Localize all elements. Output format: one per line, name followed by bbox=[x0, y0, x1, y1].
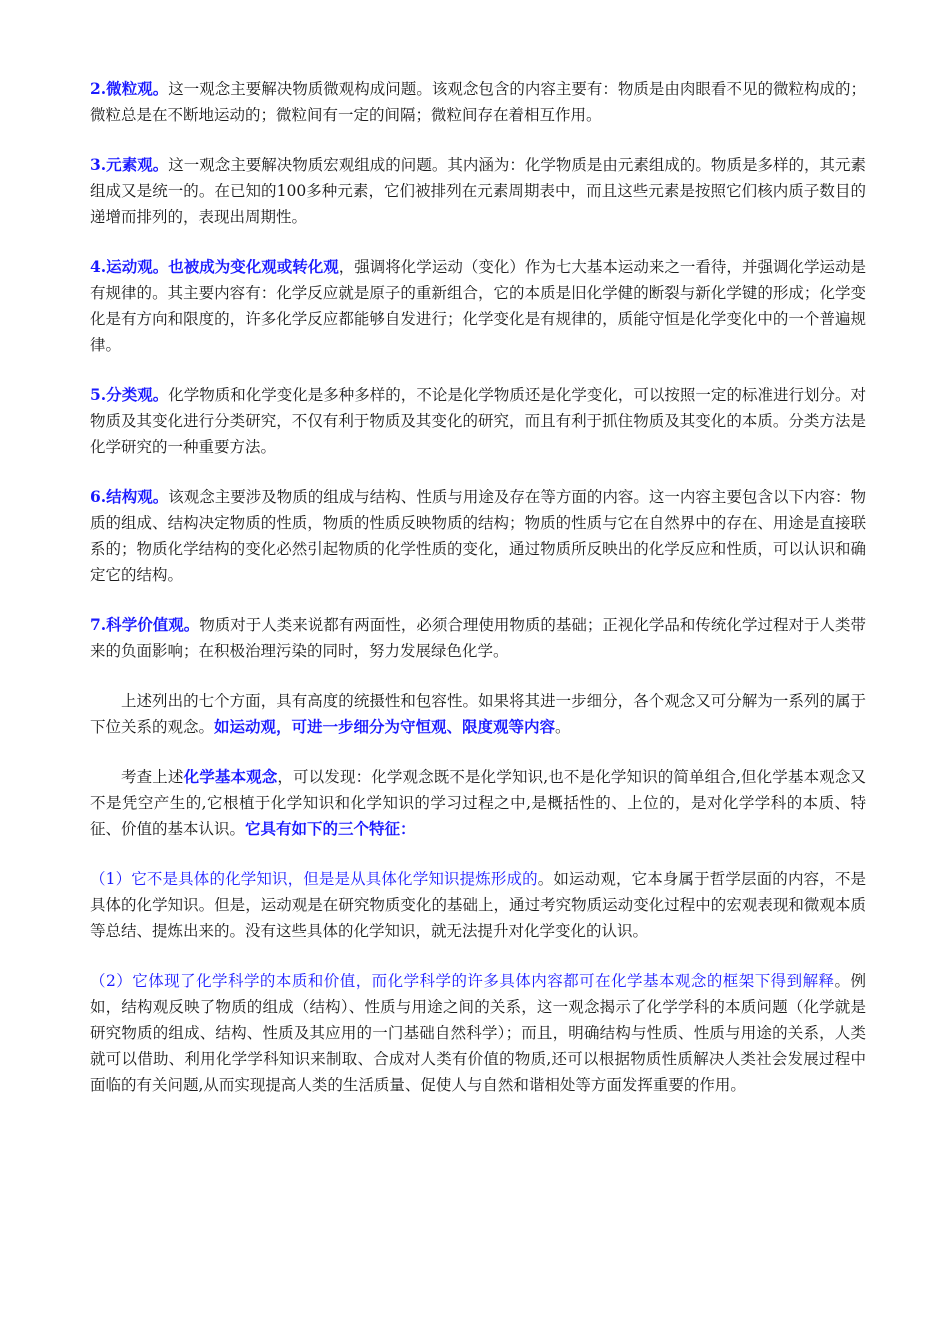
paragraph-text: 物质对于人类来说都有两面性，必须合理使用物质的基础；正视化学品和传统化学过程对于人类带来的负面影响；在积极治理污染的同时，努力发展绿色化学。 bbox=[90, 616, 866, 660]
paragraph-motion-view bbox=[90, 254, 866, 358]
heading-structure-view: 6.结构观。 bbox=[90, 487, 169, 506]
paragraph-structure-view bbox=[90, 484, 866, 588]
paragraph-text: ，强调将化学运动（变化）作为七大基本运动来之一看待，并强调化学运动是有规律的。其主要内容有：化学反应就是原子的重新组合，它的本质是旧化学健的断裂与新化学键的形成；化学变化是有方向和限度的，许多化学反应都能够自发进行；化学变化是有规律的，质能守恒是化学变化中的一个普遍规律。 bbox=[90, 258, 866, 354]
paragraph-text: 该观念主要涉及物质的组成与结构、性质与用途及存在等方面的内容。这一内容主要包含以下内容：物质的组成、结构决定物质的性质，物质的性质反映物质的结构；物质的性质与它在自然界中的存在、用途是直接联系的；物质化学结构的变化必然引起物质的化学性质的变化，通过物质所反映出的化学反应和性质，可以认识和确定它的结构。 bbox=[90, 488, 866, 584]
paragraph-text: 。如运动观，它本身属于哲学层面的内容，不是具体的化学知识。但是，运动观是在研究物质变化的基础上，通过考究物质运动变化过程中的宏观表现和微观本质等总结、提炼出来的。没有这些具体的化学知识，就无法提升对化学变化的认识。 bbox=[90, 870, 866, 940]
highlight-text: 如运动观，可进一步细分为守恒观、限度观等内容 bbox=[214, 717, 556, 736]
paragraph-classification-view bbox=[90, 382, 866, 460]
paragraph-basic-concepts bbox=[90, 764, 866, 842]
paragraph-text: 。例如，结构观反映了物质的组成（结构）、性质与用途之间的关系，这一观念揭示了化学学科的本质问题（化学就是研究物质的组成、结构、性质及其应用的一门基础自然科学）；而且，明确结构与性质、性质与用途的关系，人类就可以借助、利用化学学科知识来制取、合成对人类有价值的物质,还可以根据物质性质解决人类社会发展过程中面临的有关问题,从而实现提高人类的生活质量、促使人与自然和谐相处等方面发挥重要的作用。 bbox=[90, 972, 866, 1094]
paragraph-microparticle-view bbox=[90, 76, 866, 128]
paragraph-text: 这一观念主要解决物质微观构成问题。该观念包含的内容主要有：物质是由肉眼看不见的微粒构成的；微粒总是在不断地运动的；微粒间有一定的间隔；微粒间存在着相互作用。 bbox=[90, 80, 866, 124]
document-page bbox=[90, 76, 866, 1122]
paragraph-text: 。 bbox=[555, 718, 571, 736]
feature-2-heading: （2）它体现了化学科学的本质和价值，而化学科学的许多具体内容都可在化学基本观念的框架下得到解释 bbox=[90, 972, 835, 990]
paragraph-text: 上述列出的七个方面，具有高度的统摄性和包容性。如果将其进一步细分，各个观念又可分解为一系列的属于下位关系的观念。 bbox=[90, 692, 866, 736]
highlight-text: 化学基本观念 bbox=[183, 767, 278, 786]
paragraph-text: ，可以发现：化学观念既不是化学知识,也不是化学知识的简单组合,但化学基本观念又不是凭空产生的,它根植于化学知识和化学知识的学习过程之中,是概括性的、上位的，是对化学学科的本质、特征、价值的基本认识。 bbox=[90, 768, 866, 838]
paragraph-text: 考查上述 bbox=[121, 768, 184, 786]
heading-element-view: 3.元素观。 bbox=[90, 155, 169, 174]
paragraph-summary bbox=[90, 688, 866, 740]
heading-microparticle-view: 2.微粒观。 bbox=[90, 79, 169, 98]
paragraph-scientific-value-view bbox=[90, 612, 866, 664]
feature-1-heading: （1）它不是具体的化学知识，但是是从具体化学知识提炼形成的 bbox=[90, 870, 538, 888]
heading-scientific-value-view: 7.科学价值观。 bbox=[90, 615, 200, 634]
paragraph-feature-1 bbox=[90, 866, 866, 944]
heading-classification-view: 5.分类观。 bbox=[90, 385, 169, 404]
paragraph-element-view bbox=[90, 152, 866, 230]
heading-motion-view: 4.运动观。也被成为变化观或转化观 bbox=[90, 257, 339, 276]
paragraph-feature-2 bbox=[90, 968, 866, 1098]
highlight-text: 它具有如下的三个特征： bbox=[245, 819, 416, 838]
paragraph-text: 化学物质和化学变化是多种多样的，不论是化学物质还是化学变化，可以按照一定的标准进行划分。对物质及其变化进行分类研究，不仅有利于物质及其变化的研究，而且有利于抓住物质及其变化的本质。分类方法是化学研究的一种重要方法。 bbox=[90, 386, 866, 456]
paragraph-text: 这一观念主要解决物质宏观组成的问题。其内涵为：化学物质是由元素组成的。物质是多样的，其元素组成又是统一的。在已知的100多种元素，它们被排列在元素周期表中，而且这些元素是按照它们核内质子数目的递增而排列的，表现出周期性。 bbox=[90, 156, 866, 226]
